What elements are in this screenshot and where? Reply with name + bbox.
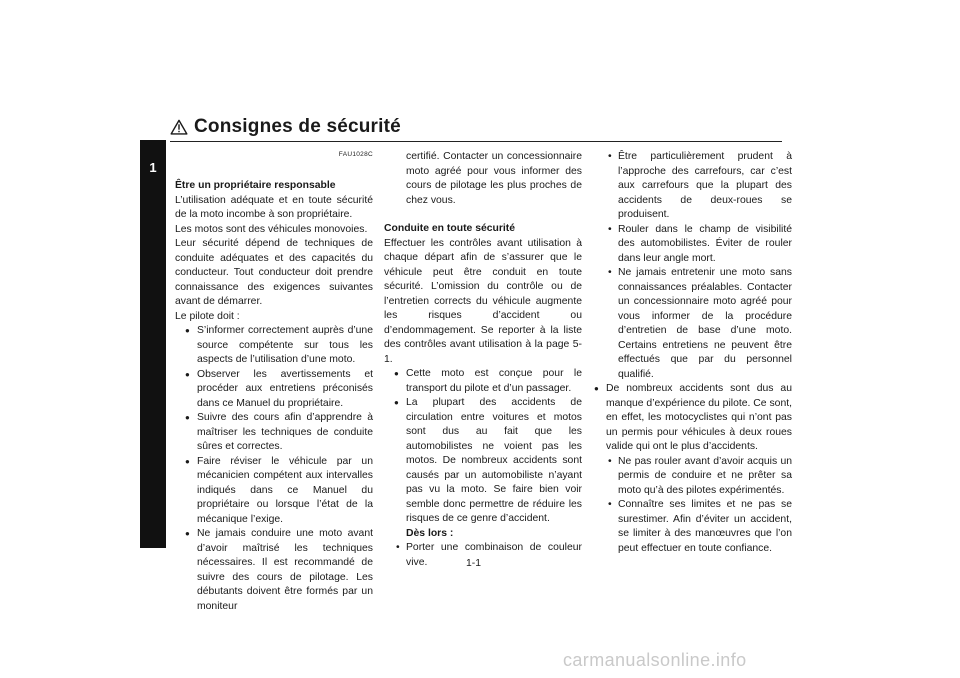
column-2 <box>384 150 582 570</box>
bullet-item: ● Ne jamais conduire une moto avant d’avoir maîtrisé les techniques nécessaires. Il est recommandé de suivre des cours de pilotage. Les débutants doivent être formés par un moniteur <box>175 527 373 614</box>
section-heading-responsible-owner: Être un propriétaire responsable <box>175 180 336 191</box>
sub-bullet-item: • Ne jamais entretenir une moto sans connaissances préalables. Contacter un concessionnaire moto agréé pour vous informer de la procédure d’entretien de base d’une moto. Certains entretiens ne peuvent être effectués que par du personnel qualifié. <box>594 266 792 382</box>
column-1 <box>175 150 373 614</box>
chapter-number: 1 <box>149 160 157 175</box>
paragraph: L’utilisation adéquate et en toute sécurité de la moto incombe à son propriétaire. <box>175 194 373 220</box>
sub-bullet-item: • Porter une combinaison de couleur vive. <box>384 541 582 570</box>
chapter-tab <box>140 140 166 548</box>
des-lors-label: Dès lors : <box>406 527 454 539</box>
bullet-item: ● Faire réviser le véhicule par un mécanicien compétent aux intervalles indiqués dans ce Manuel du propriétaire ou lorsque l’état de la mécanique l’exige. <box>175 455 373 528</box>
page-header <box>170 116 401 138</box>
paragraph: Le pilote doit : <box>175 310 240 322</box>
page-title: Consignes de sécurité <box>194 116 401 137</box>
sub-bullet-item: • Rouler dans le champ de visibilité des automobilistes. Éviter de rouler dans leur angle mort. <box>594 223 792 267</box>
section-heading-safe-riding: Conduite en toute sécurité <box>384 223 516 234</box>
warning-triangle-icon <box>170 119 188 135</box>
sub-bullet-item: • Connaître ses limites et ne pas se surestimer. Afin d’éviter un accident, se limiter à des manœuvres que l’on peut effectuer en toute confiance. <box>594 498 792 556</box>
paragraph: Les motos sont des véhicules monovoies. <box>175 223 368 235</box>
sub-bullet-item: • Être particulièrement prudent à l’approche des carrefours, car c’est aux carrefours que la plupart des accidents de deux-roues se produisent. <box>594 150 792 223</box>
bullet-item: ● S’informer correctement auprès d’une source compétente sur tous les aspects de l’utilisation d’une moto. <box>175 324 373 368</box>
column-3 <box>594 150 792 556</box>
bullet-item: ● La plupart des accidents de circulation entre voitures et motos sont dus au fait que les automobilistes ne voient pas les motos. De nombreux accidents sont causés par un automobiliste n’ayant pas vu la moto. Se faire bien voir semble donc permettre de réduire les risques de ce genre d’accident. <box>384 396 582 527</box>
paragraph: Effectuer les contrôles avant utilisation à chaque départ afin de s’assurer que le véhicule peut être conduit en toute sécurité. L’omission du contrôle ou de l’entretien corrects du véhicule augmente les risques d’accident ou d’endommagement. Se reporter à la liste des contrôles avant utilisation à la page 5-1. <box>384 237 582 365</box>
bullet-item: ● Cette moto est conçue pour le transport du pilote et d’un passager. <box>384 367 582 396</box>
page-number: 1-1 <box>466 558 482 569</box>
watermark: carmanualsonline.info <box>563 650 747 670</box>
bullet-item: ● Suivre des cours afin d’apprendre à maîtriser les techniques de conduite sûres et correctes. <box>175 411 373 455</box>
bullet-continuation: certifié. Contacter un concessionnaire moto agréé pour vous informer des cours de pilotage les plus proches de chez vous. <box>406 151 582 206</box>
bullet-item: ● Observer les avertissements et procéder aux entretiens préconisés dans ce Manuel du propriétaire. <box>175 368 373 412</box>
bullet-item: ● De nombreux accidents sont dus au manque d’expérience du pilote. Ce sont, en effet, les motocyclistes qui n’ont pas un permis pour véhicules à deux roues valide qui ont le plus d’accidents. <box>594 382 792 455</box>
sub-bullet-item: • Ne pas rouler avant d’avoir acquis un permis de conduire et ne prêter sa moto qu’à des pilotes expérimentés. <box>594 455 792 499</box>
header-rule <box>170 141 782 142</box>
paragraph: Leur sécurité dépend de techniques de conduite adéquates et des capacités du conducteur. Tout conducteur doit prendre connaissance des exigences suivantes avant de démarrer. <box>175 238 373 307</box>
section-code: FAU1028C <box>338 151 373 158</box>
